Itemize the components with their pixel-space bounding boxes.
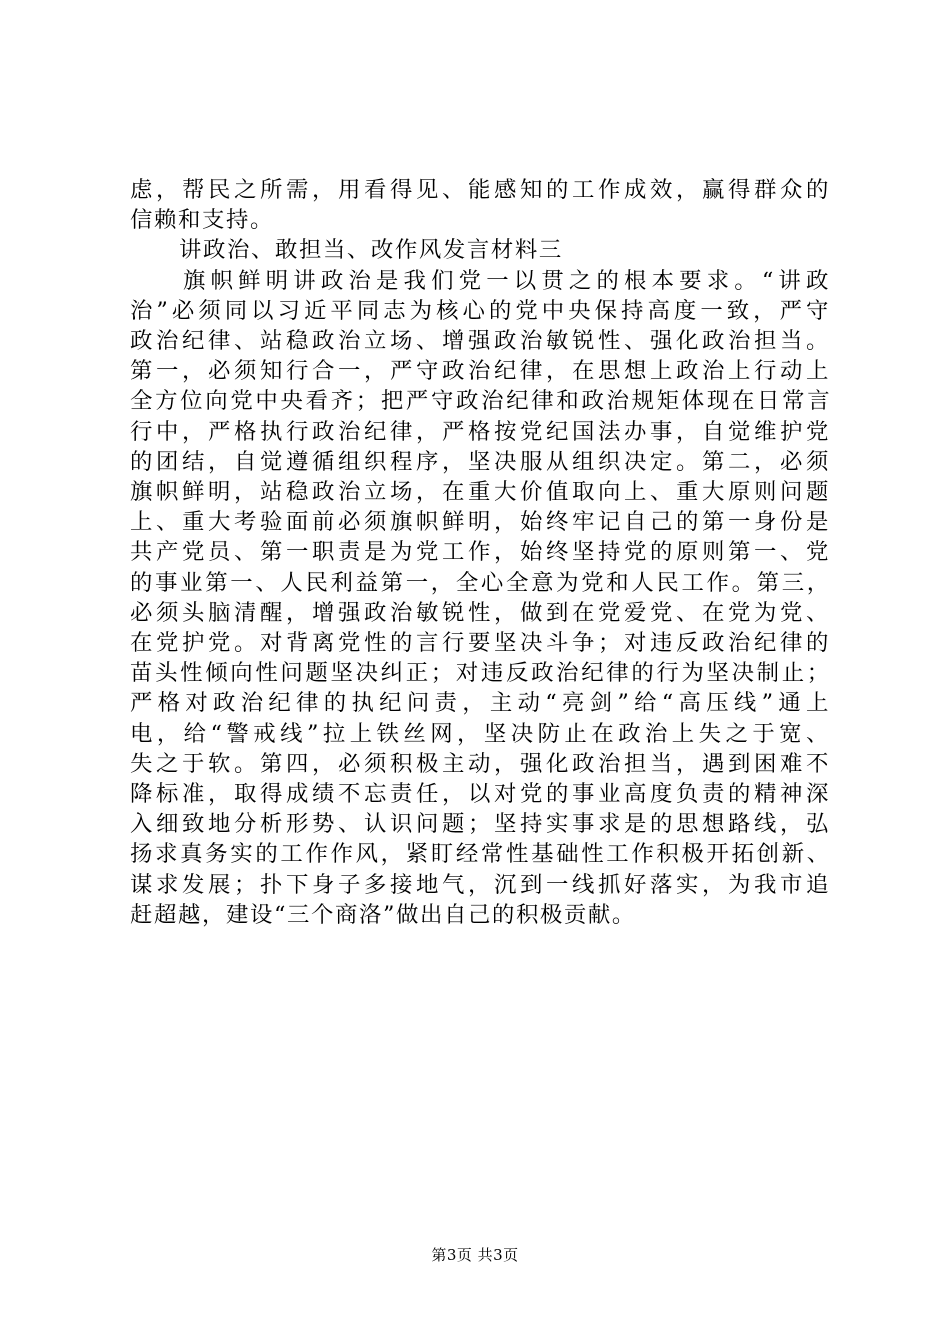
text-line: 行中，严格执行政治纪律，严格按党纪国法办事，自觉维护党 [130, 418, 830, 445]
text-line: 共产党员、第一职责是为党工作，始终坚持党的原则第一、党 [130, 539, 830, 566]
text-line: 失之于软。第四，必须积极主动，强化政治担当，遇到困难不 [130, 750, 830, 777]
text-line: 虑，帮民之所需，用看得见、能感知的工作成效，赢得群众的 [130, 177, 830, 203]
text-line: 治”必须同以习近平同志为核心的党中央保持高度一致，严守 [130, 297, 830, 324]
text-line: 政治纪律、站稳政治立场、增强政治敏锐性、强化政治担当。 [130, 328, 830, 355]
text-line: 第一，必须知行合一，严守政治纪律，在思想上政治上行动上 [130, 358, 830, 385]
text-line: 的事业第一、人民利益第一，全心全意为党和人民工作。第三， [130, 569, 830, 596]
text-line: 在党护党。对背离党性的言行要坚决斗争；对违反政治纪律的 [130, 630, 830, 657]
text-line: 扬求真务实的工作作风，紧盯经常性基础性工作积极开拓创新、 [130, 841, 830, 868]
text-line: 旗帜鲜明，站稳政治立场，在重大价值取向上、重大原则问题 [130, 479, 830, 506]
text-line: 信赖和支持。 [130, 207, 274, 234]
text-line: 赶超越，建设“三个商洛”做出自己的积极贡献。 [130, 901, 636, 928]
section-heading: 讲政治、敢担当、改作风发言材料三 [179, 237, 563, 264]
text-line: 入细致地分析形势、认识问题；坚持实事求是的思想路线，弘 [130, 811, 830, 838]
document-body [130, 175, 830, 930]
text-line: 上、重大考验面前必须旗帜鲜明，始终牢记自己的第一身份是 [130, 509, 830, 536]
text-line: 苗头性倾向性问题坚决纠正；对违反政治纪律的行为坚决制止； [130, 660, 830, 687]
page-number: 第3页 共3页 [431, 1246, 519, 1264]
text-line: 降标准，取得成绩不忘责任，以对党的事业高度负责的精神深 [130, 781, 830, 808]
text-line: 全方位向党中央看齐；把严守政治纪律和政治规矩体现在日常言 [130, 388, 830, 415]
text-line: 电，给“警戒线”拉上铁丝网，坚决防止在政治上失之于宽、 [130, 720, 830, 747]
text-line: 旗帜鲜明讲政治是我们党一以贯之的根本要求。“讲政 [183, 267, 830, 294]
text-line: 谋求发展；扑下身子多接地气，沉到一线抓好落实，为我市追 [130, 871, 830, 898]
text-line: 严格对政治纪律的执纪问责，主动“亮剑”给“高压线”通上 [130, 690, 830, 717]
text-line: 的团结，自觉遵循组织程序，坚决服从组织决定。第二，必须 [130, 448, 830, 475]
text-line: 必须头脑清醒，增强政治敏锐性，做到在党爱党、在党为党、 [130, 599, 830, 626]
